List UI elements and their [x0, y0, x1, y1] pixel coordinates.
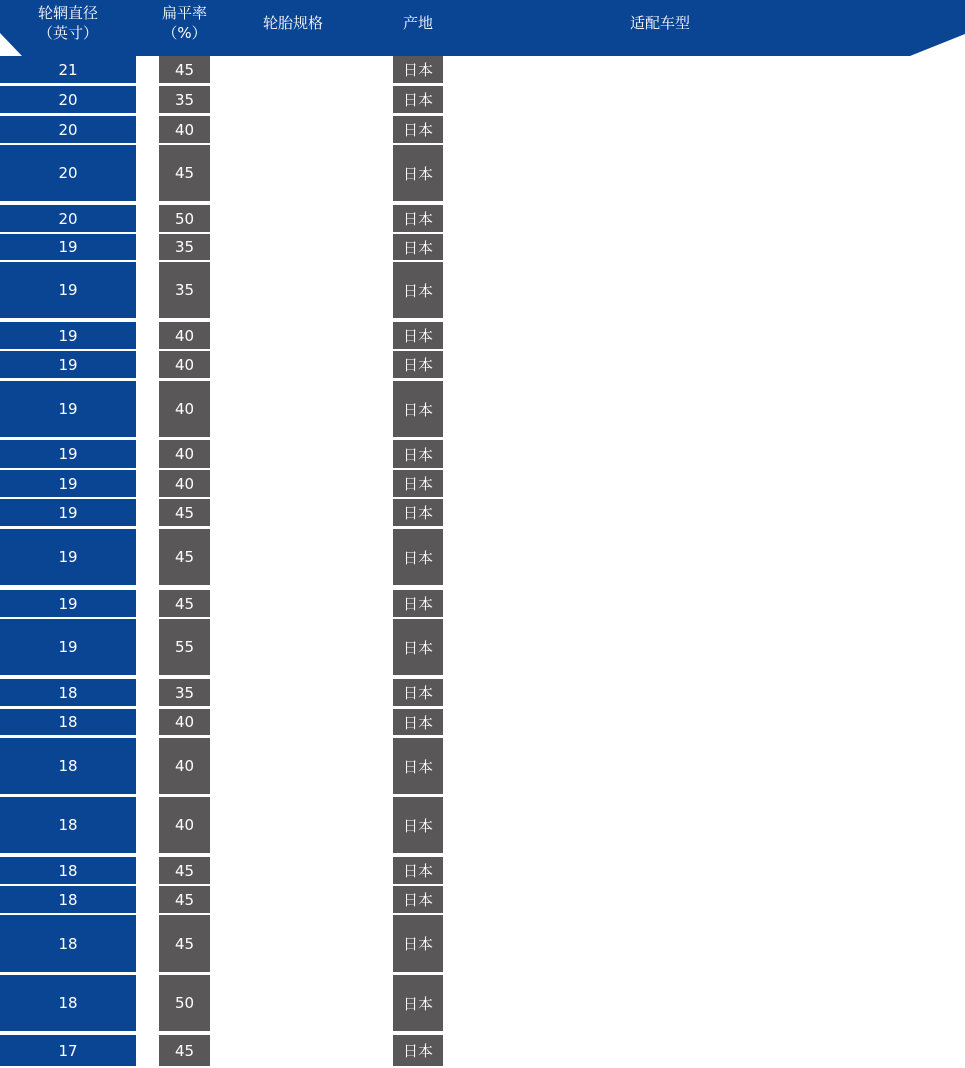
aspect-ratio-cell: 35 — [159, 679, 210, 706]
rim-diameter-cell: 19 — [0, 470, 136, 497]
origin-cell: 日本 — [393, 145, 443, 201]
origin-cell: 日本 — [393, 86, 443, 113]
rim-diameter-cell: 19 — [0, 234, 136, 260]
table-row — [0, 709, 965, 735]
aspect-ratio-cell: 45 — [159, 886, 210, 913]
origin-cell: 日本 — [393, 262, 443, 318]
aspect-ratio-cell: 35 — [159, 262, 210, 318]
aspect-ratio-cell: 40 — [159, 116, 210, 143]
aspect-ratio-cell: 40 — [159, 709, 210, 735]
rim-diameter-cell: 19 — [0, 499, 136, 526]
origin-cell: 日本 — [393, 322, 443, 349]
table-row — [0, 915, 965, 972]
header-compatible-models-label: 适配车型 — [629, 14, 690, 32]
rim-diameter-cell: 20 — [0, 205, 136, 232]
table-row — [0, 262, 965, 318]
table-row — [0, 205, 965, 232]
rim-diameter-cell: 19 — [0, 529, 136, 585]
table-row — [0, 440, 965, 468]
table-row — [0, 56, 965, 83]
aspect-ratio-cell: 45 — [159, 915, 210, 972]
table-row — [0, 116, 965, 143]
origin-cell: 日本 — [393, 679, 443, 706]
table-row — [0, 886, 965, 913]
rim-diameter-cell: 20 — [0, 145, 136, 201]
aspect-ratio-cell: 40 — [159, 351, 210, 378]
origin-cell: 日本 — [393, 1035, 443, 1066]
origin-cell: 日本 — [393, 116, 443, 143]
aspect-ratio-cell: 50 — [159, 975, 210, 1031]
header-rim-diameter-line2: （英寸） — [37, 24, 98, 42]
aspect-ratio-cell: 55 — [159, 619, 210, 675]
rim-diameter-cell: 19 — [0, 619, 136, 675]
origin-cell: 日本 — [393, 590, 443, 617]
rim-diameter-cell: 19 — [0, 590, 136, 617]
aspect-ratio-cell: 35 — [159, 86, 210, 113]
origin-cell: 日本 — [393, 886, 443, 913]
origin-cell: 日本 — [393, 915, 443, 972]
aspect-ratio-cell: 45 — [159, 145, 210, 201]
origin-cell: 日本 — [393, 440, 443, 468]
rim-diameter-cell: 17 — [0, 1035, 136, 1066]
header-origin-label: 产地 — [402, 14, 433, 32]
aspect-ratio-cell: 40 — [159, 738, 210, 794]
rim-diameter-cell: 18 — [0, 975, 136, 1031]
table-row — [0, 529, 965, 585]
table-row — [0, 381, 965, 437]
table-row — [0, 145, 965, 201]
origin-cell: 日本 — [393, 351, 443, 378]
table-row — [0, 590, 965, 617]
rim-diameter-cell: 18 — [0, 738, 136, 794]
rim-diameter-cell: 19 — [0, 381, 136, 437]
aspect-ratio-cell: 40 — [159, 381, 210, 437]
origin-cell: 日本 — [393, 56, 443, 83]
aspect-ratio-cell: 50 — [159, 205, 210, 232]
table-row — [0, 857, 965, 884]
aspect-ratio-cell: 45 — [159, 1035, 210, 1066]
table-row — [0, 738, 965, 794]
rim-diameter-cell: 18 — [0, 915, 136, 972]
rim-diameter-cell: 19 — [0, 262, 136, 318]
table-row — [0, 86, 965, 113]
aspect-ratio-cell: 45 — [159, 56, 210, 83]
aspect-ratio-cell: 40 — [159, 440, 210, 468]
table-row — [0, 679, 965, 706]
aspect-ratio-cell: 35 — [159, 234, 210, 260]
origin-cell: 日本 — [393, 381, 443, 437]
origin-cell: 日本 — [393, 234, 443, 260]
origin-cell: 日本 — [393, 205, 443, 232]
origin-cell: 日本 — [393, 738, 443, 794]
table-row — [0, 470, 965, 497]
table-row — [0, 499, 965, 526]
origin-cell: 日本 — [393, 857, 443, 884]
aspect-ratio-cell: 40 — [159, 322, 210, 349]
aspect-ratio-cell: 45 — [159, 529, 210, 585]
rim-diameter-cell: 20 — [0, 86, 136, 113]
aspect-ratio-cell: 40 — [159, 470, 210, 497]
rim-diameter-cell: 21 — [0, 56, 136, 83]
origin-cell: 日本 — [393, 797, 443, 853]
aspect-ratio-cell: 45 — [159, 857, 210, 884]
aspect-ratio-cell: 45 — [159, 590, 210, 617]
rim-diameter-cell: 19 — [0, 440, 136, 468]
table-row — [0, 234, 965, 260]
rim-diameter-cell: 19 — [0, 322, 136, 349]
rim-diameter-cell: 19 — [0, 351, 136, 378]
table-row — [0, 619, 965, 675]
origin-cell: 日本 — [393, 470, 443, 497]
rim-diameter-cell: 18 — [0, 797, 136, 853]
table-row — [0, 1035, 965, 1066]
rim-diameter-cell: 18 — [0, 857, 136, 884]
header-tire-spec-label: 轮胎规格 — [262, 14, 323, 32]
rim-diameter-cell: 18 — [0, 709, 136, 735]
rim-diameter-cell: 20 — [0, 116, 136, 143]
origin-cell: 日本 — [393, 709, 443, 735]
header-aspect-ratio-line2: （%） — [162, 24, 207, 42]
rim-diameter-cell: 18 — [0, 679, 136, 706]
header-rim-diameter-line1: 轮辋直径 — [37, 4, 98, 22]
table-row — [0, 322, 965, 349]
origin-cell: 日本 — [393, 975, 443, 1031]
table-row — [0, 351, 965, 378]
header-aspect-ratio-line1: 扁平率 — [161, 4, 207, 22]
table-row — [0, 797, 965, 853]
table-row — [0, 975, 965, 1031]
aspect-ratio-cell: 45 — [159, 499, 210, 526]
origin-cell: 日本 — [393, 529, 443, 585]
origin-cell: 日本 — [393, 619, 443, 675]
rim-diameter-cell: 18 — [0, 886, 136, 913]
aspect-ratio-cell: 40 — [159, 797, 210, 853]
origin-cell: 日本 — [393, 499, 443, 526]
